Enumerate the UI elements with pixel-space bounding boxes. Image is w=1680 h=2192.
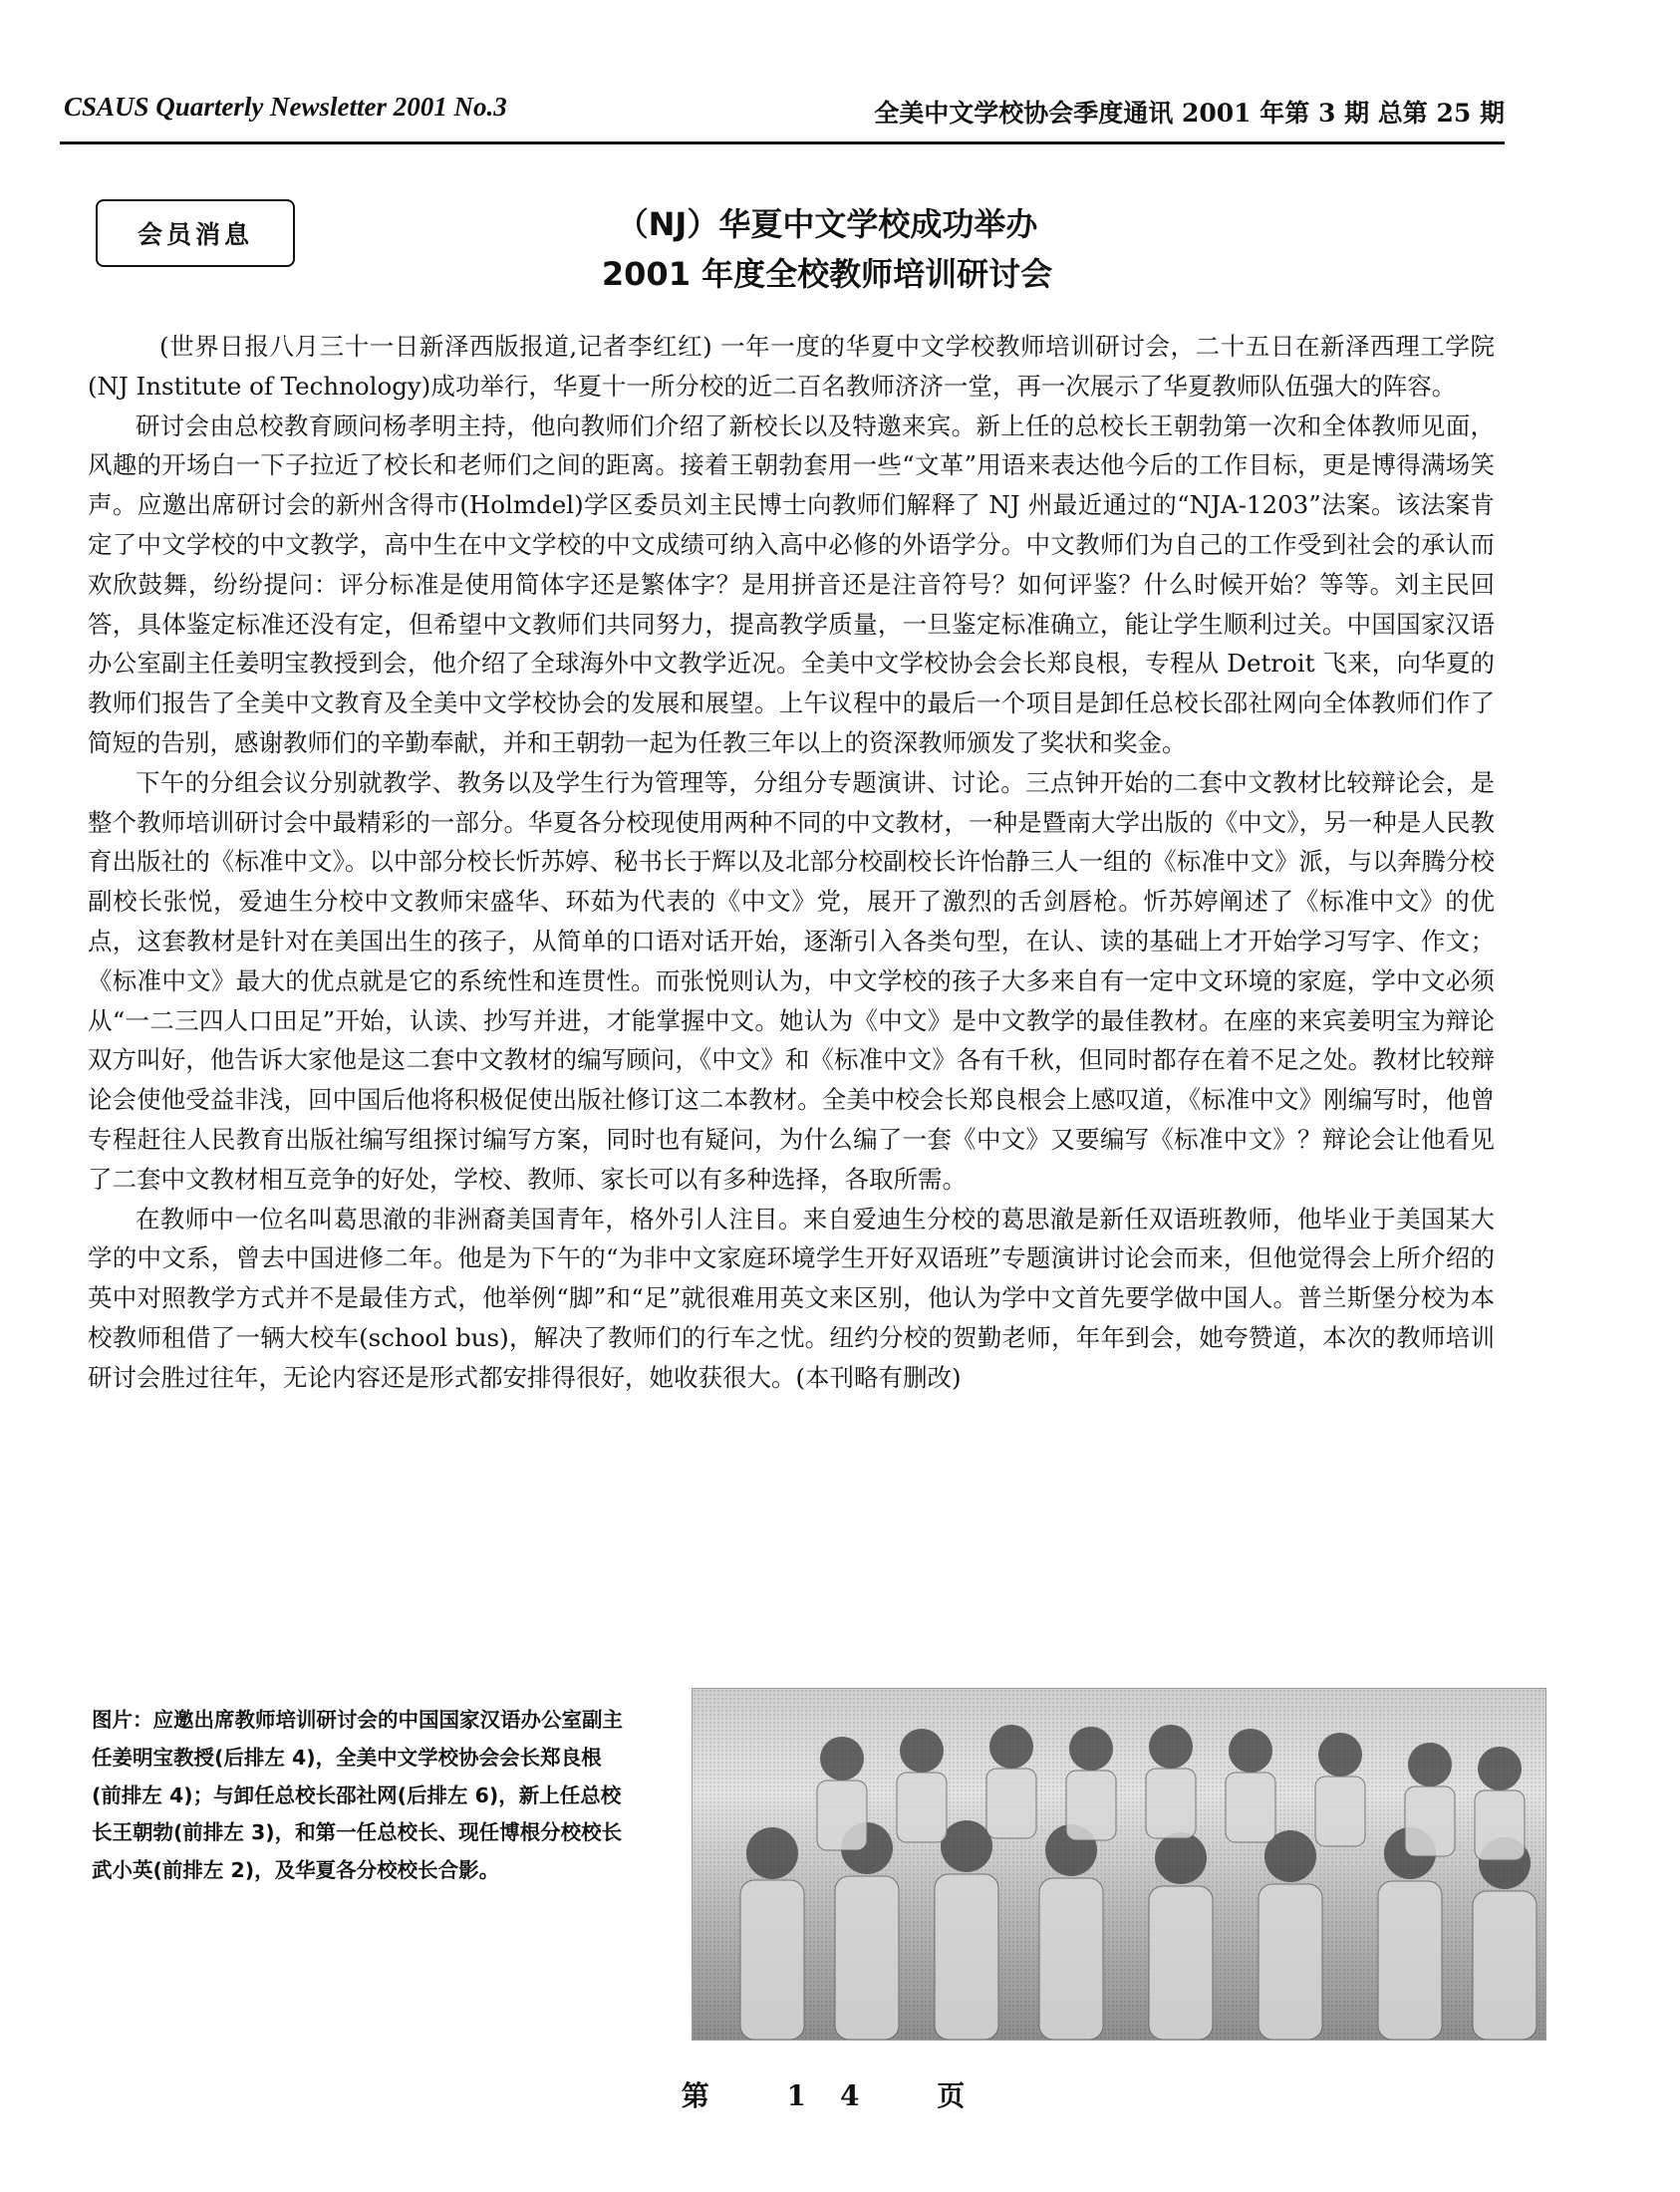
article-paragraph: 下午的分组会议分别就教学、教务以及学生行为管理等，分组分专题演讲、讨论。三点钟开始的二套中文教材比较辩论会，是整个教师培训研讨会中最精彩的一部分。华夏各分校现使用两种不同的中文教材，一种是暨南大学出版的《中文》，另一种是人民教育出版社的《标准中文》。以中部分校长忻苏婷、秘书长于辉以及北部分校副校长许怡静三人一组的《标准中文》派，与以奔腾分校副校长张悦，爱迪生分校中文教师宋盛华、环茹为代表的《中文》党，展开了激烈的舌剑唇枪。忻苏婷阐述了《标准中文》的优点，这套教材是针对在美国出生的孩子，从简单的口语对话开始，逐渐引入各类句型，在认、读的基础上才开始学习写字、作文；《标准中文》最大的优点就是它的系统性和连贯性。而张悦则认为，中文学校的孩子大多来自有一定中文环境的家庭，学中文必须从“一二三四人口田足”开始，认读、抄写并进，才能掌握中文。她认为《中文》是中文教学的最佳教材。在座的来宾姜明宝为辩论双方叫好，他告诉大家他是这二套中文教材的编写顾问，《中文》和《标准中文》各有千秋，但同时都存在着不足之处。教材比较辩论会使他受益非浅，回中国后他将积极促使出版社修订这二本教材。全美中校会长郑良根会上感叹道，《标准中文》刚编写时，他曾专程赶往人民教育出版社编写组探讨编写方案，同时也有疑问，为什么编了一套《中文》又要编写《标准中文》？辩论会让他看见了二套中文教材相互竞争的好处，学校、教师、家长可以有多种选择，各取所需。 bbox=[88, 767, 1495, 1194]
article-paragraph: (世界日报八月三十一日新泽西版报道,记者李红红) 一年一度的华夏中文学校教师培训研讨会，二十五日在新泽西理工学院(NJ Institute of Technology)成功举行，华夏十一所分校的近二百名教师济济一堂，再一次展示了华夏教师队伍强大的阵容。 bbox=[88, 332, 1495, 401]
page-number: 第 14 页 bbox=[681, 2079, 999, 2112]
article-title-line-2: 2001 年度全校教师培训研讨会 bbox=[601, 255, 1053, 293]
newsletter-title-english: CSAUS Quarterly Newsletter 2001 No.3 bbox=[64, 92, 507, 122]
newsletter-title-chinese: 全美中文学校协会季度通讯 2001 年第 3 期 总第 25 期 bbox=[874, 99, 1505, 128]
section-label: 会员消息 bbox=[96, 199, 295, 267]
group-photo bbox=[692, 1688, 1546, 2041]
article-body bbox=[88, 327, 1495, 1398]
header-divider bbox=[60, 141, 1505, 144]
group-photo-figures bbox=[693, 1689, 1545, 2040]
photo-caption: 图片：应邀出席教师培训研讨会的中国国家汉语办公室副主任姜明宝教授(后排左 4)，全美中文学校协会会长郑良根(前排左 4)；与卸任总校长邵社网(后排左 6)，新上任总校长王朝勃(前排左 3)，和第一任总校长、现任博根分校校长武小英(前排左 2)，及华夏各分校校长合影。 bbox=[92, 1708, 623, 1883]
article-title bbox=[419, 199, 1236, 299]
article-paragraph: 研讨会由总校教育顾问杨孝明主持，他向教师们介绍了新校长以及特邀来宾。新上任的总校长王朝勃第一次和全体教师见面，风趣的开场白一下子拉近了校长和老师们之间的距离。接着王朝勃套用一些“文革”用语来表达他今后的工作目标，更是博得满场笑声。应邀出席研讨会的新州含得市(Holmdel)学区委员刘主民博士向教师们解释了 NJ 州最近通过的“NJA-1203”法案。该法案肯定了中文学校的中文教学，高中生在中文学校的中文成绩可纳入高中必修的外语学分。中文教师们为自己的工作受到社会的承认而欢欣鼓舞，纷纷提问：评分标准是使用简体字还是繁体字？是用拼音还是注音符号？如何评鉴？什么时候开始？等等。刘主民回答，具体鉴定标准还没有定，但希望中文教师们共同努力，提高教学质量，一旦鉴定标准确立，能让学生顺利过关。中国国家汉语办公室副主任姜明宝教授到会，他介绍了全球海外中文教学近况。全美中文学校协会会长郑良根，专程从 Detroit 飞来，向华夏的教师们报告了全美中文教育及全美中文学校协会的发展和展望。上午议程中的最后一个项目是卸任总校长邵社网向全体教师们作了简短的告别，感谢教师们的辛勤奉献，并和王朝勃一起为任教三年以上的资深教师颁发了奖状和奖金。 bbox=[88, 411, 1495, 757]
article-paragraph: 在教师中一位名叫葛思澈的非洲裔美国青年，格外引人注目。来自爱迪生分校的葛思澈是新任双语班教师，他毕业于美国某大学的中文系，曾去中国进修二年。他是为下午的“为非中文家庭环境学生开好双语班”专题演讲讨论会而来，但他觉得会上所介绍的英中对照教学方式并不是最佳方式，他举例“脚”和“足”就很难用英文来区别，他认为学中文首先要学做中国人。普兰斯堡分校为本校教师租借了一辆大校车(school bus)，解决了教师们的行车之忧。纽约分校的贺勤老师，年年到会，她夸赞道，本次的教师培训研讨会胜过往年，无论内容还是形式都安排得很好，她收获很大。(本刊略有删改) bbox=[88, 1204, 1495, 1392]
article-title-line-1: （NJ）华夏中文学校成功举办 bbox=[616, 205, 1038, 243]
